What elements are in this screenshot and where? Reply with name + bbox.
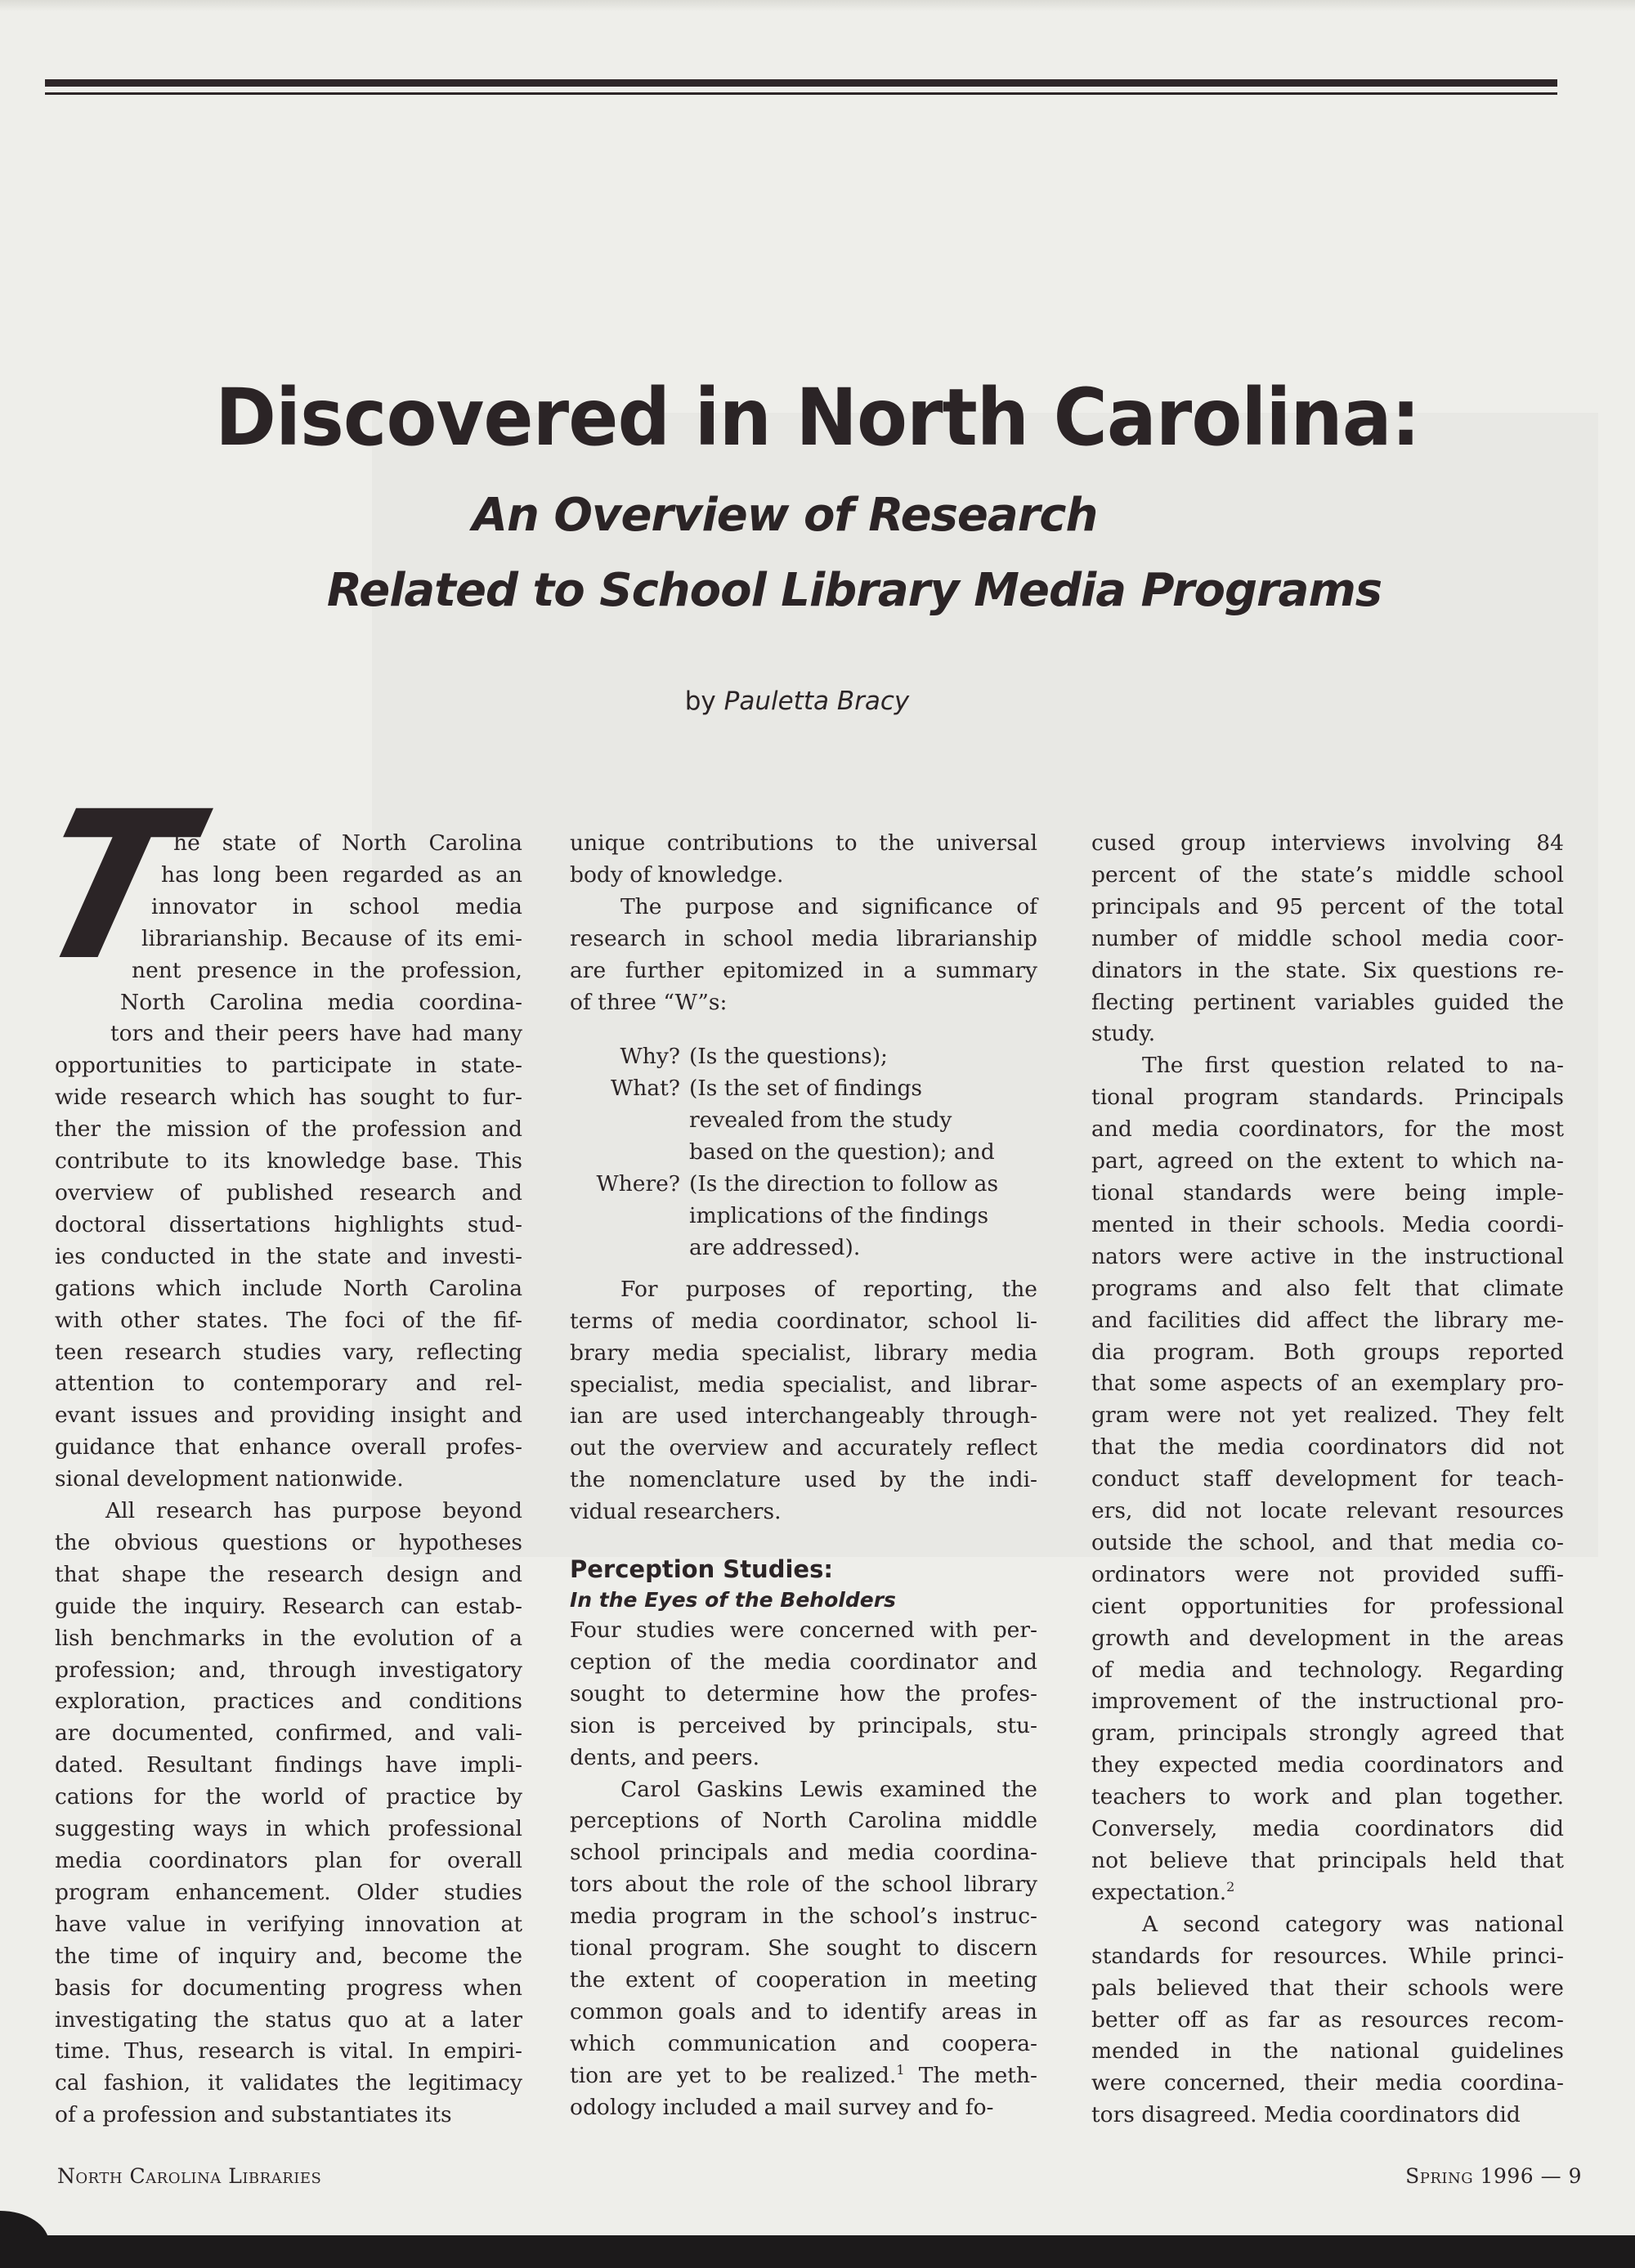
text-line: and facilities did affect the library me- [1091,1307,1564,1333]
column-2 [570,828,1037,2124]
text-line: growth and development in the areas [1091,1625,1564,1651]
w-list-row [570,1201,1037,1232]
text-line: tors about the role of the school library [570,1872,1037,1898]
column-1 [55,828,522,2132]
paragraph-research-purpose [55,1496,522,2132]
text-line: better off as far as resources recom- [1091,2006,1564,2033]
text-line: principals and 95 percent of the total [1091,893,1564,919]
text-line: suggesting ways in which professional [55,1816,522,1842]
footer-issue-page [1405,2164,1582,2188]
text-line: were concerned, their media coordina- [1091,2070,1564,2096]
text-line: attention to contemporary and rel- [55,1371,522,1397]
text-line: tion are yet to be realized.$^1$ The meth- [570,2061,1037,2088]
text-line: tors disagreed. Media coordinators did [1091,2102,1521,2128]
byline-prefix: by [684,687,716,716]
text-line: the nomenclature used by the indi- [570,1467,1037,1493]
text-line: programs and also felt that climate [1091,1275,1564,1301]
page-top-edge [0,0,1635,11]
text-line: that the media coordinators did not [1091,1434,1564,1461]
w-list-row [570,1137,1037,1169]
text-line: The first question related to na- [1142,1053,1564,1079]
w-list-value: revealed from the study [689,1107,952,1134]
text-line: of three “W”s: [570,989,728,1015]
text-line: North Carolina media coordina- [120,989,522,1015]
text-line: nators were active in the instructional [1091,1243,1564,1269]
text-line: that shape the research design and [55,1561,522,1587]
section-subheading: In the Eyes of the Beholders [570,1588,896,1613]
text-line: gram were not yet realized. They felt [1091,1402,1564,1429]
text-line: teen research studies vary, reflecting [55,1339,522,1365]
text-line: nent presence in the profession, [132,957,522,983]
byline [0,687,1615,716]
text-line: The purpose and significance of [620,893,1037,919]
text-line: basis for documenting progress when [55,1975,522,2001]
article-subtitle-line-2: Related to School Library Media Programs [326,564,1382,617]
text-line: guide the inquiry. Research can estab- [55,1593,522,1619]
w-list-key: Why? [620,1044,680,1070]
w-list-row [570,1041,1037,1073]
text-line: are further epitomized in a summary [570,957,1037,983]
text-line: time. Thus, research is vital. In empiri- [55,2038,522,2064]
text-line: the extent of cooperation in meeting [570,1967,1037,1993]
text-line: evant issues and providing insight and [55,1402,522,1429]
article-title: Discovered in North Carolina: [215,372,1420,463]
w-list-key [570,1137,689,1169]
text-line: tors and their peers have had many [110,1021,522,1047]
drop-cap: T [11,767,210,1005]
text-line: part, agreed on the extent to which na- [1091,1148,1564,1174]
text-line: librarianship. Because of its emi- [141,925,522,951]
text-line: ies conducted in the state and investi- [55,1243,522,1269]
text-line: tional program. She sought to discern [570,1935,1037,1962]
text-line: sional development nationwide. [55,1466,404,1492]
w-list-row [570,1169,1037,1201]
text-line: exploration, practices and conditions [55,1689,522,1715]
text-line: mended in the national guidelines [1091,2038,1564,2064]
three-ws-list [570,1041,1037,1264]
text-line: guidance that enhance overall profes- [55,1434,522,1461]
text-line: that some aspects of an exemplary pro- [1091,1371,1564,1397]
text-line: of media and technology. Regarding [1091,1657,1564,1683]
text-line: Four studies were concerned with per- [570,1617,1037,1644]
text-line: school principals and media coordina- [570,1840,1037,1866]
text-line: ception of the media coordinator and [570,1648,1037,1675]
w-list-key [570,1105,689,1137]
paragraph-program-standards [1091,1050,1564,1908]
footer-publication: North Carolina Libraries [57,2164,322,2188]
text-line: mented in their schools. Media coordi- [1091,1211,1564,1237]
text-line: have value in verifying innovation at [55,1911,522,1937]
text-line: number of middle school media coor- [1091,925,1564,951]
text-line: A second category was national [1142,1911,1564,1937]
text-line: pals believed that their schools were [1091,1975,1564,2001]
text-line: with other states. The foci of the fif- [55,1307,522,1333]
w-list-key: Where? [596,1171,680,1197]
footer-issue: Spring 1996 [1405,2164,1534,2188]
w-list-value: (Is the set of findings [689,1076,923,1102]
paragraph-methodology [1091,828,1564,1050]
text-line: specialist, media specialist, and librar- [570,1371,1037,1398]
text-line: dated. Resultant findings have impli- [55,1752,522,1778]
text-line: brary media specialist, library media [570,1340,1037,1366]
text-line: flecting pertinent variables guided the [1091,989,1564,1015]
paragraph-resource-standards [1091,1909,1564,2132]
text-line: perceptions of North Carolina middle [570,1808,1037,1834]
header-rule-thin [45,92,1557,95]
text-line: they expected media coordinators and [1091,1752,1564,1778]
w-list-key [570,1232,689,1264]
text-line: not believe that principals held that [1091,1848,1564,1873]
page-number: 9 [1568,2164,1582,2188]
text-line: has long been regarded as an [161,861,522,888]
w-list-value: (Is the questions); [689,1044,888,1070]
text-line: research in school media librarianship [570,925,1037,951]
paragraph-lewis-study [570,1774,1037,2124]
text-line: tional program standards. Principals [1091,1085,1564,1111]
text-line: dia program. Both groups reported [1091,1339,1564,1365]
paragraph-intro [55,828,522,1496]
text-line: body of knowledge. [570,861,784,888]
text-line: the obvious questions or hypotheses [55,1529,522,1555]
text-line: cused group interviews involving 84 [1091,830,1564,856]
section-heading: Perception Studies: [570,1555,833,1584]
text-line: gram, principals strongly agreed that [1091,1720,1564,1747]
text-line: terms of media coordinator, school li- [570,1308,1037,1334]
text-line: the time of inquiry and, become the [55,1943,522,1969]
w-list-row [570,1073,1037,1105]
footnote-marker: 1 [896,2061,905,2078]
header-rule-thick [45,79,1557,87]
text-line: opportunities to participate in state- [55,1053,522,1079]
text-line: ther the mission of the profession and [55,1116,522,1143]
text-line: gations which include North Carolina [55,1275,522,1301]
text-line: sion is perceived by principals, stu- [570,1712,1037,1738]
paragraph-continuation [570,828,1037,892]
paragraph-terms [570,1274,1037,1528]
text-line: outside the school, and that media co- [1091,1529,1564,1555]
text-line: ers, did not locate relevant resources [1091,1498,1564,1524]
text-line: ian are used interchangeably through- [570,1403,1037,1429]
text-line: improvement of the instructional pro- [1091,1689,1564,1715]
page-bottom-edge [0,2235,1635,2268]
text-line: unique contributions to the universal [570,830,1037,856]
text-line: of a profession and substantiates its [55,2102,452,2128]
text-line: Carol Gaskins Lewis examined the [620,1776,1037,1802]
footnote-marker: 2 [1226,1878,1235,1894]
text-line: and media coordinators, for the most [1091,1116,1564,1143]
text-line: cient opportunities for professional [1091,1593,1564,1619]
paragraph-three-ws-intro [570,892,1037,1019]
text-line: program enhancement. Older studies [55,1879,522,1905]
text-line: teachers to work and plan together. [1091,1784,1564,1810]
w-list-row [570,1105,1037,1137]
text-line: All research has purpose beyond [105,1498,522,1524]
text-line: lish benchmarks in the evolution of a [55,1625,522,1651]
text-line: odology included a mail survey and fo- [570,2094,994,2120]
text-line: overview of published research and [55,1179,522,1206]
w-list-value: implications of the findings [689,1202,989,1228]
text-line: ordinators were not provided suffi- [1091,1561,1564,1587]
text-line: out the overview and accurately reflect [570,1435,1037,1461]
text-line: doctoral dissertations highlights stud- [55,1211,522,1237]
text-line: contribute to its knowledge base. This [55,1148,522,1174]
w-list-value: (Is the direction to follow as [689,1171,999,1197]
text-line: cations for the world of practice by [55,1784,522,1810]
text-line: conduct staff development for teach- [1091,1466,1564,1492]
text-line: study. [1091,1021,1156,1047]
text-line: cal fashion, it validates the legitimacy [55,2070,522,2096]
w-list-value: are addressed). [689,1234,861,1260]
text-line: dinators in the state. Six questions re- [1091,957,1564,983]
text-line: which communication and coopera- [570,2030,1037,2056]
w-list-row [570,1232,1037,1264]
text-line: percent of the state’s middle school [1091,861,1564,888]
w-list-key [570,1201,689,1232]
text-line: he state of North Carolina [173,830,522,856]
text-line: media program in the school’s instruc- [570,1903,1037,1930]
footer-separator: — [1540,2164,1562,2188]
column-3 [1091,828,1564,2132]
author-name: Pauletta Bracy [723,687,910,716]
text-line: innovator in school media [151,893,522,919]
paragraph-perception-intro [570,1615,1037,1774]
text-line: wide research which has sought to fur- [55,1085,522,1111]
text-line: Conversely, media coordinators did [1091,1816,1564,1842]
text-line: media coordinators plan for overall [55,1848,522,1873]
text-line: common goals and to identify areas in [570,1998,1037,2024]
article-subtitle-line-1: An Overview of Research [472,489,1098,542]
text-line: dents, and peers. [570,1744,760,1770]
text-line: vidual researchers. [570,1499,782,1525]
text-line: sought to determine how the profes- [570,1680,1037,1707]
text-line: profession; and, through investigatory [55,1657,522,1683]
w-list-value: based on the question); and [689,1139,995,1165]
text-line: investigating the status quo at a later [55,2006,522,2033]
text-line: are documented, confirmed, and vali- [55,1720,522,1747]
text-line: tional standards were being imple- [1091,1179,1564,1206]
text-line: expectation.$^2$ [1091,1878,1235,1905]
text-line: For purposes of reporting, the [620,1276,1037,1302]
text-line: standards for resources. While princi- [1091,1943,1564,1969]
w-list-key: What? [611,1076,680,1102]
